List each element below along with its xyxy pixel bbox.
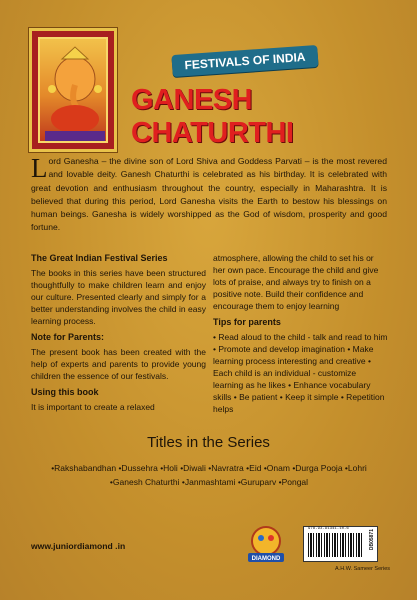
drop-cap: L <box>31 153 48 183</box>
left-column <box>31 252 206 417</box>
intro-text: ord Ganesha – the divine son of Lord Shiva and Goddess Parvati – is the most revered and lovable deity. Ganesh Chaturthi is celebrated as his birthday. It is celebrated with great devotion and enthusiasm throughout the country, especially in Maharashtra. It is believed that during this period, Lord Ganesha visits the Earth to bestow his blessings on human beings. Ganesha is widely worshipped as the God of wisdom, prosperity and good fortune. <box>31 156 387 233</box>
series-title-item: •Durga Pooja <box>292 463 343 473</box>
series-list <box>34 461 384 489</box>
ganesha-figure-icon <box>40 39 110 145</box>
website-url[interactable]: www.juniordiamond .in <box>31 541 126 551</box>
series-title-item: •Diwali <box>180 463 206 473</box>
product-code: DB05871 <box>369 529 375 551</box>
publisher-series: A.H.W. Sameer Series <box>335 566 391 572</box>
junior-diamond-logo <box>245 523 287 565</box>
series-title: Titles in the Series <box>147 434 270 451</box>
parents-note-heading: Note for Parents: <box>31 332 105 342</box>
tips-heading: Tips for parents <box>213 317 281 327</box>
series-title-item: •Holi <box>160 463 178 473</box>
right-column <box>213 252 388 419</box>
barcode <box>303 526 378 562</box>
series-title-item: •Eid <box>246 463 262 473</box>
logo-text: DIAMOND <box>251 556 281 562</box>
book-title: GANESH CHATURTHI <box>131 84 294 149</box>
using-book-continued: atmosphere, allowing the child to set his or her own pace. Encourage the child and give lots of praise, and always try to finish on a positive note. Build their confidence and encourage them to enjoy learning <box>213 253 379 311</box>
ganesha-image <box>29 28 117 152</box>
series-title-item: •Rakshabandhan <box>51 463 117 473</box>
series-title-item: •Janmashtami <box>181 477 236 487</box>
series-description: The books in this series have been structured thoughtfully to make children learn and enjoy our culture. Presented clearly and simply for a better understanding involves the child in easy learning process. <box>31 268 206 326</box>
barcode-bars <box>308 533 362 557</box>
isbn-number: 978-93-91341-10-6 <box>308 527 349 531</box>
tips-list: • Read aloud to the child - talk and read to him • Promote and develop imagination • Make learning process interesting and creative • Each child is an individual - customize learning as he likes • Enhance vocabulary skills • Be patient • Keep it simple • Repetition helps <box>213 332 388 414</box>
series-title-item: •Onam <box>263 463 290 473</box>
series-title-item: •Lohri <box>344 463 367 473</box>
using-book-text: It is important to create a relaxed <box>31 402 155 412</box>
series-title-item: •Guruparv <box>237 477 277 487</box>
series-title-item: •Ganesh Chaturthi <box>109 477 180 487</box>
ganesha-image-inner <box>38 37 108 143</box>
intro-paragraph <box>31 155 387 235</box>
series-title-item: •Pongal <box>278 477 309 487</box>
series-title-item: •Dussehra <box>118 463 158 473</box>
parents-note-text: The present book has been created with the help of experts and parents to provide young children the essence of our festivals. <box>31 347 206 381</box>
festivals-banner: FESTIVALS OF INDIA <box>171 45 318 77</box>
using-book-heading: Using this book <box>31 387 99 397</box>
series-title-item: •Navratra <box>208 463 244 473</box>
series-heading: The Great Indian Festival Series <box>31 253 168 263</box>
